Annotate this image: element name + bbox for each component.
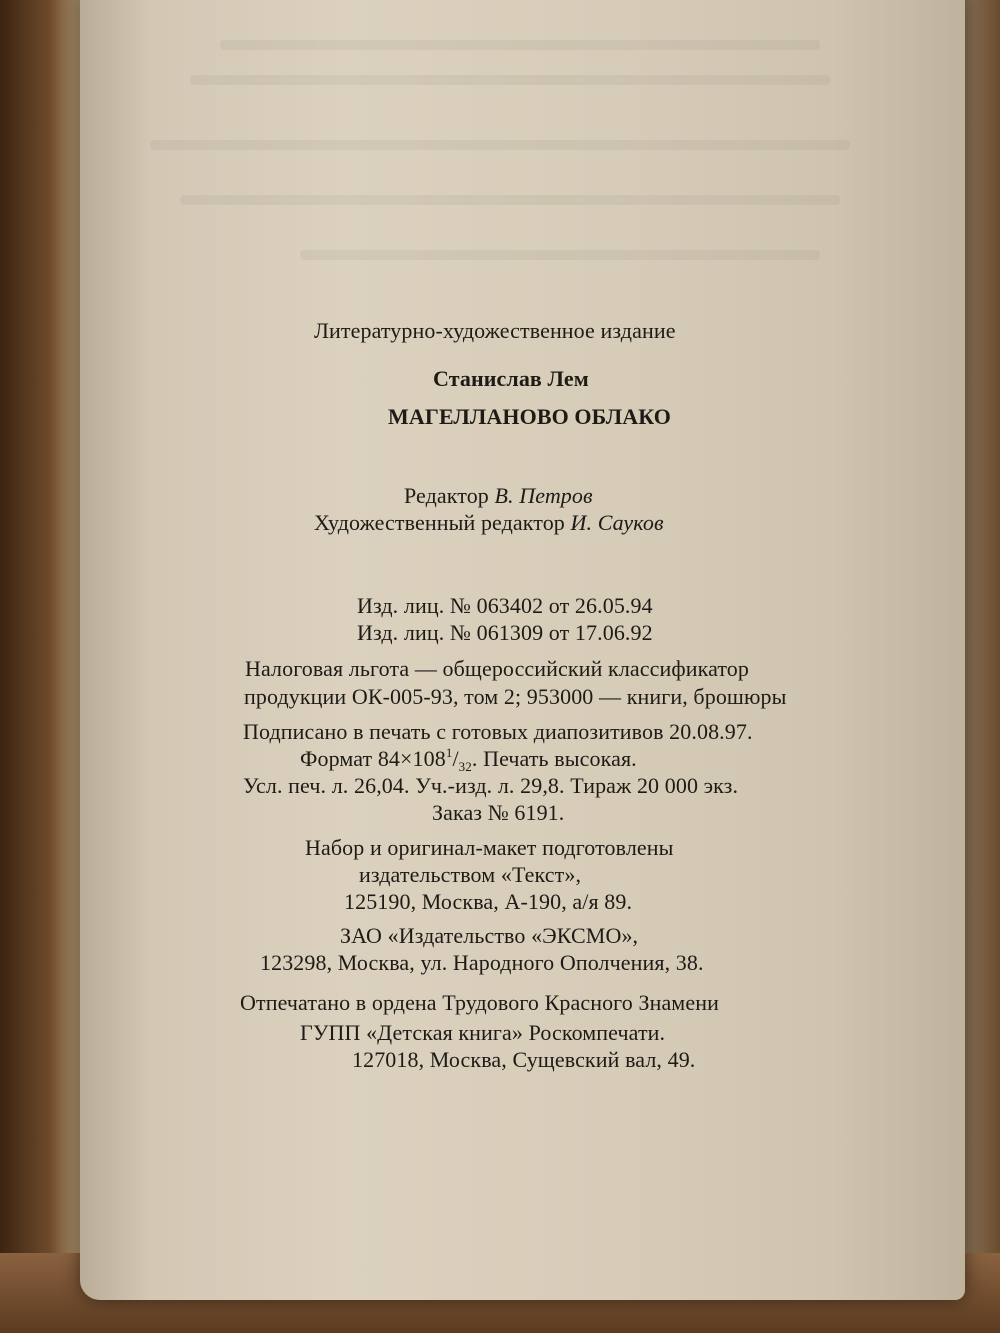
editor-line (404, 483, 593, 509)
publisher-line-2: 123298, Москва, ул. Народного Ополчения, 38. (260, 950, 704, 975)
printer-line-3: 127018, Москва, Сущевский вал, 49. (352, 1047, 696, 1072)
printer-line-1: Отпечатано в ордена Трудового Красного Знамени (240, 990, 719, 1015)
typeset-line-1: Набор и оригинал-макет подготовлены (305, 835, 674, 860)
license-1: Изд. лиц. № 063402 от 26.05.94 (357, 593, 653, 618)
book-title: МАГЕЛЛАНОВО ОБЛАКО (388, 404, 671, 429)
format-prefix: Формат 84×108 (300, 746, 446, 771)
format-suffix: . Печать высокая. (471, 746, 637, 771)
art-editor-line (314, 510, 664, 536)
edition-type: Литературно-художественное издание (314, 318, 676, 343)
license-2: Изд. лиц. № 061309 от 17.06.92 (357, 620, 653, 645)
typeset-line-3: 125190, Москва, А-190, а/я 89. (344, 889, 633, 914)
format-line: Формат $84\times 108^1/_{32}$. Печать высокая. (300, 745, 637, 774)
sheets-line: Усл. печ. л. 26,04. Уч.-изд. л. 29,8. Тираж 20 000 экз. (243, 773, 739, 798)
order-line: Заказ № 6191. (432, 800, 565, 825)
editor-name: В. Петров (494, 483, 593, 508)
editor-label: Редактор (404, 483, 489, 508)
typeset-line-2: издательством «Текст», (359, 862, 582, 887)
art-editor-name: И. Сауков (570, 510, 664, 535)
format-denominator: 32 (458, 759, 472, 774)
tax-line-2: продукции ОК-005-93, том 2; 953000 — книги, брошюры (244, 684, 787, 709)
art-editor-label: Художественный редактор (314, 510, 565, 535)
signed-line: Подписано в печать с готовых диапозитивов 20.08.97. (243, 719, 753, 744)
printer-line-2: ГУПП «Детская книга» Роскомпечати. (300, 1020, 666, 1045)
author-name: Станислав Лем (433, 366, 589, 391)
tax-line-1: Налоговая льгота — общероссийский классификатор (245, 656, 749, 681)
publisher-line-1: ЗАО «Издательство «ЭКСМО», (340, 923, 639, 948)
format-numerator: 1 (445, 745, 453, 760)
